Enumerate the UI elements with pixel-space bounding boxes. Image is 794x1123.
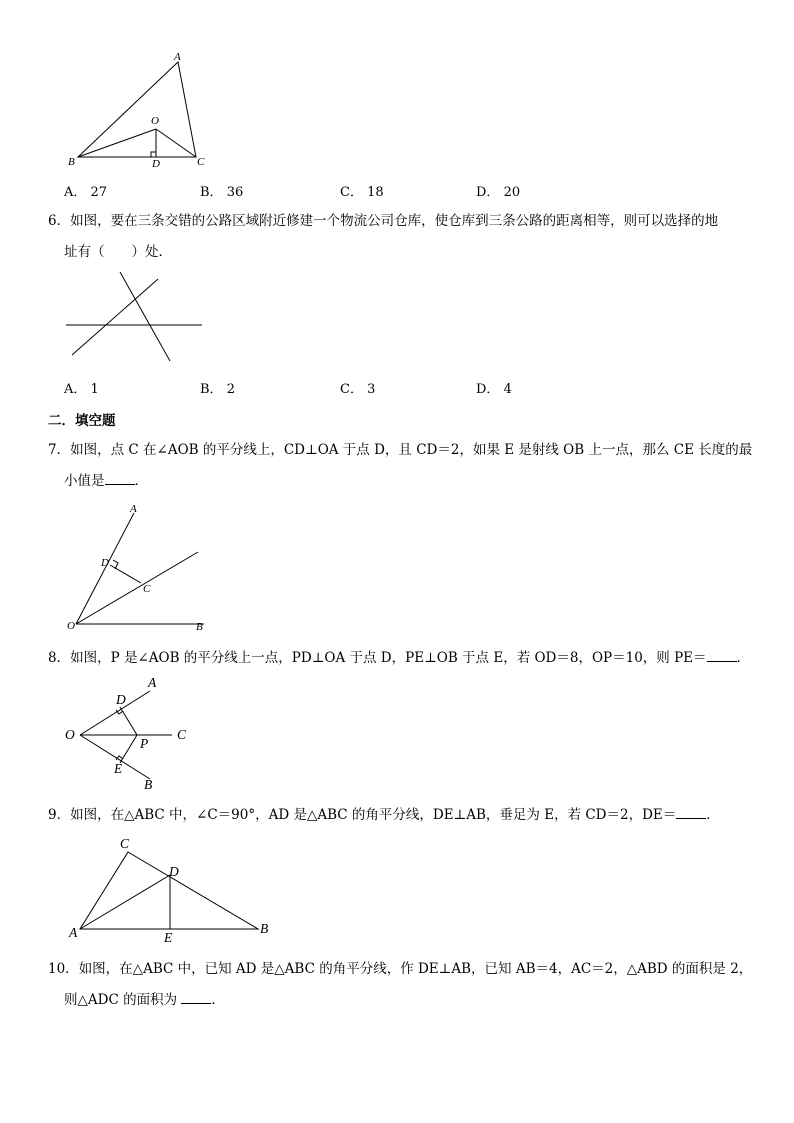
q10-text-line1: 如图，在△ABC 中，已知 AD 是△ABC 的角平分线，作 DE⊥AB，已知 AB＝4，AC＝2，△ABD 的面积是 2， — [78, 961, 753, 977]
q9-label-b: B — [260, 921, 269, 936]
q8-label-o: O — [65, 727, 75, 742]
q5-label-b: B — [68, 156, 75, 168]
q7-label-a: A — [130, 503, 137, 515]
q6-option-b: B． 2 — [200, 382, 235, 397]
q10-answer-blank — [181, 991, 211, 1004]
section-title-fill-in: 二．填空题 — [48, 413, 116, 429]
q8-label-d: D — [116, 692, 126, 707]
q6-text-line1: 如图，要在三条交错的公路区域附近修建一个物流公司仓库，使仓库到三条公路的距离相等，则可以选择的地 — [70, 213, 719, 229]
q7-line2: 小值是 ． — [64, 473, 148, 489]
q8-line1: 8．如图，P 是∠AOB 的平分线上一点，PD⊥OA 于点 D，PE⊥OB 于点 E，若 OD＝8，OP＝10，则 PE＝ ． — [48, 650, 751, 666]
q5-label-d: D — [152, 158, 160, 170]
q8-text-line1: 如图，P 是∠AOB 的平分线上一点，PD⊥OA 于点 D，PE⊥OB 于点 E，若 OD＝8，OP＝10，则 PE＝ — [70, 650, 707, 666]
q7-text-line1: 如图，点 C 在∠AOB 的平分线上，CD⊥OA 于点 D，且 CD＝2，如果 E 是射线 OB 上一点，那么 CE 长度的最 — [70, 442, 753, 458]
q7-label-b: B — [196, 621, 203, 633]
q10-line1 — [48, 960, 752, 978]
q7-label-d: D — [101, 557, 109, 569]
q9-text-line1: 如图，在△ABC 中，∠C＝90°，AD 是△ABC 的角平分线，DE⊥AB，垂足为 E，若 CD＝2，DE＝ — [70, 807, 677, 823]
q10-line2: 则△ADC 的面积为 ． — [64, 992, 225, 1008]
q10-number: 10． — [48, 961, 79, 977]
q8-number: 8． — [48, 650, 71, 666]
q9-line1: 9．如图，在△ABC 中，∠C＝90°，AD 是△ABC 的角平分线，DE⊥AB，垂足为 E，若 CD＝2，DE＝ ． — [48, 807, 720, 823]
q6-option-d: D． 4 — [476, 382, 512, 397]
q9-label-d: D — [169, 864, 179, 879]
q7-label-c: C — [143, 583, 151, 595]
q5-option-a: A． 27 — [64, 185, 108, 200]
q5-label-a: A — [174, 51, 181, 63]
q8-label-e: E — [114, 761, 123, 776]
q9-label-c: C — [120, 836, 130, 851]
q5-option-d: D． 20 — [476, 185, 521, 200]
q9-bisector-ad — [80, 875, 170, 929]
q6-line2: 址有（ ）处． — [64, 244, 172, 260]
q7-label-o: O — [67, 620, 75, 632]
q5-label-c: C — [197, 156, 205, 168]
q6-option-a: A． 1 — [64, 382, 99, 397]
q6-number: 6． — [48, 213, 71, 229]
q8-label-a: A — [148, 675, 157, 690]
q5-option-c: C． 18 — [340, 185, 384, 200]
q5-label-o: O — [151, 115, 159, 127]
q8-label-c: C — [177, 727, 187, 742]
q9-number: 9． — [48, 807, 71, 823]
q8-label-b: B — [144, 777, 153, 792]
q5-option-b: B． 36 — [200, 185, 244, 200]
q9-label-e: E — [164, 930, 173, 945]
q6-option-c: C． 3 — [340, 382, 376, 397]
q9-label-a: A — [69, 925, 78, 940]
q7-number: 7． — [48, 442, 71, 458]
q8-label-p: P — [140, 736, 149, 751]
